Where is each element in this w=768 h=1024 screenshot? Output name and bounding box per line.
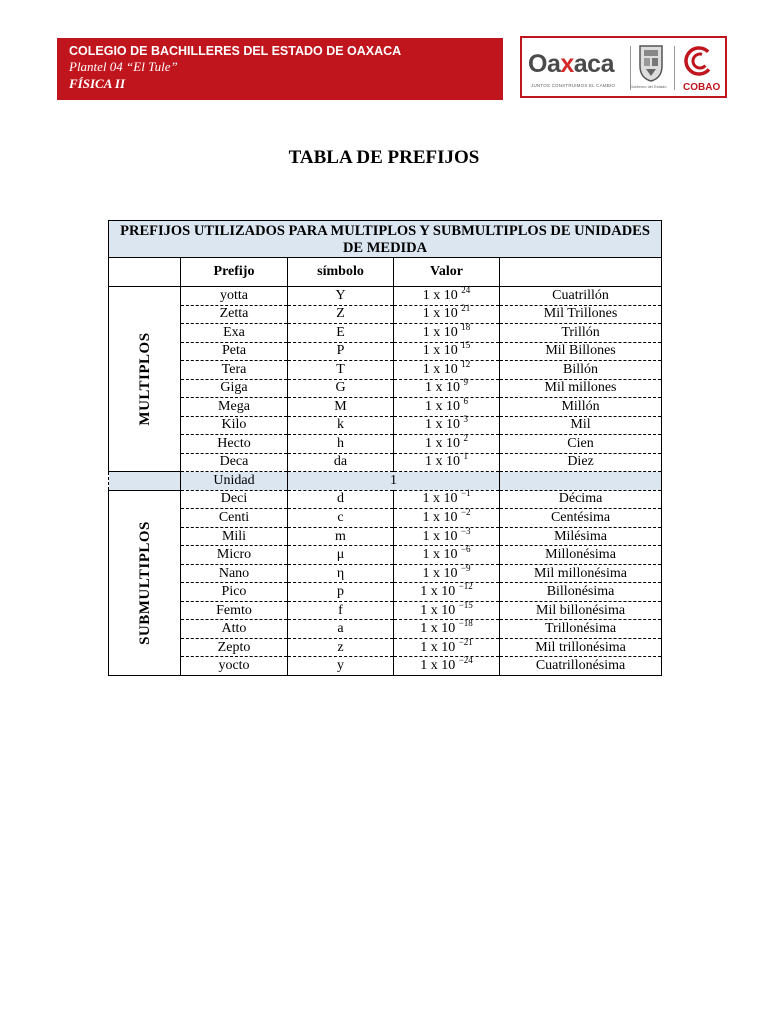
value-exponent: 1 xyxy=(463,451,468,462)
symbol-cell: y xyxy=(288,657,394,676)
symbol-cell: d xyxy=(288,490,394,509)
table-row xyxy=(109,287,662,306)
oaxaca-logo: Oaxaca xyxy=(528,50,614,78)
name-cell: Cuatrillonésima xyxy=(500,657,662,676)
value-exponent: 15 xyxy=(461,340,471,351)
value-cell xyxy=(394,416,500,435)
prefix-cell: Mega xyxy=(181,398,288,417)
value-cell xyxy=(394,342,500,361)
symbol-cell: h xyxy=(288,435,394,454)
value-cell xyxy=(394,379,500,398)
name-cell: Mil Billones xyxy=(500,342,662,361)
value-exponent: −9 xyxy=(460,562,471,573)
prefix-cell: Kilo xyxy=(181,416,288,435)
table-row xyxy=(109,379,662,398)
value-base: 1 x 10 xyxy=(425,454,460,470)
table-row xyxy=(109,546,662,565)
value-exponent: 21 xyxy=(461,303,471,314)
table-row xyxy=(109,342,662,361)
name-cell: Mil trillonésima xyxy=(500,638,662,657)
name-cell: Trillonésima xyxy=(500,620,662,639)
prefix-cell: Deca xyxy=(181,453,288,472)
logos-panel xyxy=(520,36,727,98)
symbol-cell: k xyxy=(288,416,394,435)
header-bar xyxy=(57,38,503,100)
symbol-cell: da xyxy=(288,453,394,472)
prefix-cell: Zetta xyxy=(181,305,288,324)
name-cell: Trillón xyxy=(500,324,662,343)
prefix-table xyxy=(108,220,662,676)
symbol-cell: η xyxy=(288,564,394,583)
value-cell xyxy=(394,583,500,602)
unit-value: 1 xyxy=(288,472,500,491)
unit-blank xyxy=(109,472,181,491)
value-base: 1 x 10 xyxy=(422,287,458,303)
value-exponent: −6 xyxy=(460,544,471,555)
value-base: 1 x 10 xyxy=(422,491,458,507)
symbol-cell: Z xyxy=(288,305,394,324)
value-exponent: 24 xyxy=(461,284,471,295)
table-row xyxy=(109,620,662,639)
unit-blank-name xyxy=(500,472,662,491)
value-exponent: 12 xyxy=(461,358,471,369)
prefix-cell: yotta xyxy=(181,287,288,306)
symbol-cell: f xyxy=(288,601,394,620)
value-base: 1 x 10 xyxy=(420,602,456,618)
prefix-cell: Femto xyxy=(181,601,288,620)
value-cell xyxy=(394,509,500,528)
gobierno-label: Gobierno del Estado xyxy=(630,84,667,89)
prefix-cell: Atto xyxy=(181,620,288,639)
symbol-cell: T xyxy=(288,361,394,380)
value-exponent: 6 xyxy=(463,395,468,406)
campus-name: Plantel 04 “El Tule” xyxy=(69,59,178,74)
table-row xyxy=(109,435,662,454)
name-cell: Milésima xyxy=(500,527,662,546)
name-cell: Mil Trillones xyxy=(500,305,662,324)
header-symbol: símbolo xyxy=(288,258,394,287)
prefix-cell: Pico xyxy=(181,583,288,602)
prefix-cell: Giga xyxy=(181,379,288,398)
value-exponent: −21 xyxy=(458,636,473,647)
value-base: 1 x 10 xyxy=(420,584,456,600)
name-cell: Cien xyxy=(500,435,662,454)
value-cell xyxy=(394,490,500,509)
table-row xyxy=(109,583,662,602)
name-cell: Cuatrillón xyxy=(500,287,662,306)
value-exponent: −18 xyxy=(458,618,473,629)
value-exponent: 3 xyxy=(463,414,468,425)
value-base: 1 x 10 xyxy=(422,510,458,525)
value-cell xyxy=(394,453,500,472)
name-cell: Mil xyxy=(500,416,662,435)
unit-row xyxy=(109,472,662,491)
value-exponent: −2 xyxy=(460,507,471,517)
header-blank xyxy=(109,258,181,287)
symbol-cell: m xyxy=(288,527,394,546)
value-base: 1 x 10 xyxy=(425,435,460,451)
symbol-cell: E xyxy=(288,324,394,343)
table-row xyxy=(109,398,662,417)
value-base: 1 x 10 xyxy=(422,361,458,377)
prefix-cell: Deci xyxy=(181,490,288,509)
prefix-cell: Hecto xyxy=(181,435,288,454)
table-row xyxy=(109,490,662,509)
value-base: 1 x 10 xyxy=(425,417,460,433)
value-cell xyxy=(394,284,500,306)
name-cell: Billón xyxy=(500,361,662,380)
prefix-cell: yocto xyxy=(181,657,288,676)
value-cell xyxy=(394,657,500,676)
table-row xyxy=(109,305,662,324)
value-cell xyxy=(394,564,500,583)
value-base: 1 x 10 xyxy=(420,639,456,655)
value-base: 1 x 10 xyxy=(425,380,460,396)
table-row xyxy=(109,361,662,380)
name-cell: Millonésima xyxy=(500,546,662,565)
oaxaca-tagline: JUNTOS CONSTRUIMOS EL CAMBIO xyxy=(531,83,616,88)
header-name xyxy=(500,258,662,287)
value-cell xyxy=(394,305,500,324)
value-exponent: −15 xyxy=(458,599,473,610)
cobao-wordmark: COBAO xyxy=(683,82,721,93)
value-exponent: −3 xyxy=(460,525,471,536)
value-cell xyxy=(394,395,500,417)
cobao-logo-icon xyxy=(684,46,714,76)
multiples-side-label: MULTIPLOS xyxy=(109,287,181,472)
name-cell: Diez xyxy=(500,453,662,472)
state-seal-icon xyxy=(637,42,665,82)
value-exponent: 18 xyxy=(461,321,471,332)
prefix-cell: Centi xyxy=(181,509,288,528)
table-caption: PREFIJOS UTILIZADOS PARA MULTIPLOS Y SUBMULTIPLOS DE UNIDADES DE MEDIDA xyxy=(109,221,662,258)
symbol-cell: a xyxy=(288,620,394,639)
unit-label: Unidad xyxy=(181,472,288,491)
course-name: FÍSICA II xyxy=(69,76,126,91)
name-cell: Mil millones xyxy=(500,379,662,398)
value-exponent: 2 xyxy=(463,432,468,443)
prefix-cell: Tera xyxy=(181,361,288,380)
symbol-cell: z xyxy=(288,638,394,657)
table-row xyxy=(109,324,662,343)
value-cell xyxy=(394,638,500,657)
value-cell xyxy=(394,358,500,380)
symbol-cell: M xyxy=(288,398,394,417)
page-title: TABLA DE PREFIJOS xyxy=(288,147,480,168)
prefix-cell: Nano xyxy=(181,564,288,583)
name-cell: Décima xyxy=(500,490,662,509)
value-base: 1 x 10 xyxy=(420,621,456,637)
table-row xyxy=(109,601,662,620)
value-exponent: −12 xyxy=(458,581,473,592)
table-row xyxy=(109,416,662,435)
value-cell xyxy=(394,321,500,343)
prefix-cell: Mili xyxy=(181,527,288,546)
symbol-cell: c xyxy=(288,509,394,528)
prefix-cell: Exa xyxy=(181,324,288,343)
prefix-cell: Zepto xyxy=(181,638,288,657)
value-cell xyxy=(394,527,500,546)
table-row xyxy=(109,638,662,657)
value-cell xyxy=(394,620,500,639)
value-base: 1 x 10 xyxy=(422,306,458,322)
header-value: Valor xyxy=(394,258,500,287)
value-exponent: 9 xyxy=(463,377,468,388)
value-base: 1 x 10 xyxy=(422,324,458,340)
value-cell xyxy=(394,546,500,565)
value-cell xyxy=(394,601,500,620)
value-exponent: −24 xyxy=(458,655,473,666)
value-base: 1 x 10 xyxy=(422,565,458,581)
school-name: COLEGIO DE BACHILLERES DEL ESTADO DE OAXACA xyxy=(69,44,402,58)
value-base: 1 x 10 xyxy=(420,658,456,674)
name-cell: Mil billonésima xyxy=(500,601,662,620)
table-row xyxy=(109,564,662,583)
table-row xyxy=(109,657,662,676)
prefix-cell: Micro xyxy=(181,546,288,565)
prefix-cell: Peta xyxy=(181,342,288,361)
value-base: 1 x 10 xyxy=(422,547,458,563)
symbol-cell: G xyxy=(288,379,394,398)
submultiples-side-label: SUBMULTIPLOS xyxy=(109,490,181,675)
name-cell: Millón xyxy=(500,398,662,417)
value-base: 1 x 10 xyxy=(425,398,460,414)
name-cell: Mil millonésima xyxy=(500,564,662,583)
symbol-cell: Y xyxy=(288,287,394,306)
name-cell: Centésima xyxy=(500,509,662,528)
header-prefix: Prefijo xyxy=(181,258,288,287)
name-cell: Billonésima xyxy=(500,583,662,602)
symbol-cell: μ xyxy=(288,546,394,565)
value-base: 1 x 10 xyxy=(422,343,458,359)
table-row xyxy=(109,453,662,472)
value-cell xyxy=(394,432,500,454)
logo-divider-2 xyxy=(674,46,675,90)
value-base: 1 x 10 xyxy=(422,528,458,544)
table-row xyxy=(109,527,662,546)
value-exponent: −1 xyxy=(460,488,471,499)
symbol-cell: P xyxy=(288,342,394,361)
symbol-cell: p xyxy=(288,583,394,602)
table-row xyxy=(109,509,662,528)
